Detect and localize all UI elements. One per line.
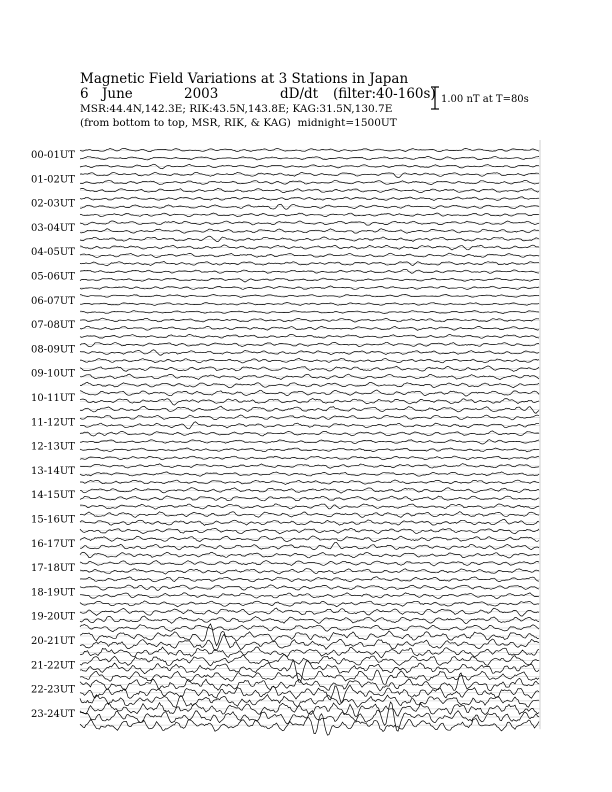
trace-rik [80,278,539,282]
trace-msr [80,406,539,413]
trace-rik [80,702,539,731]
trace-rik [80,542,539,550]
trace-rik [80,634,539,650]
hour-label: 02-03UT [31,198,75,210]
trace-msr [80,529,539,534]
hour-label: 11-12UT [31,417,75,429]
chart-title: Magnetic Field Variations at 3 Stations in Japan [80,71,409,87]
hour-label: 06-07UT [31,295,75,307]
hour-label: 12-13UT [31,441,75,453]
trace-kag [80,654,539,666]
hour-label: 18-19UT [31,587,75,599]
hour-label: 22-23UT [31,684,75,696]
trace-rik [80,399,539,406]
scale-label: 1.00 nT at T=80s [441,94,529,105]
hour-label: 08-09UT [31,344,75,356]
hour-label: 14-15UT [31,490,75,502]
date-month: June [102,86,133,102]
component-label: dD/dt [280,86,319,102]
trace-msr [80,670,539,685]
hour-label: 21-22UT [31,660,75,672]
station-coordinates: MSR:44.4N,142.3E; RIK:43.5N,143.8E; KAG:31.5N,130.7E [80,103,393,115]
trace-kag [80,673,539,691]
trace-msr [80,236,539,242]
hour-label: 00-01UT [31,150,75,161]
hour-label: 15-16UT [31,514,75,526]
trace-kag [80,464,539,469]
filter-label: (filter:40-160s) [333,86,436,102]
hour-label: 17-18UT [31,563,75,575]
trace-kag [80,269,539,273]
hour-label: 23-24UT [31,708,75,720]
date-year: 2003 [184,86,219,102]
hour-label: 01-02UT [31,174,75,186]
station-order-note: (from bottom to top, MSR, RIK, & KAG) [80,117,291,129]
date-day: 6 [80,86,89,102]
hour-label: 19-20UT [31,611,75,623]
hour-label: 13-14UT [31,465,75,477]
hour-label: 04-05UT [31,247,75,259]
midnight-note: midnight=1500UT [297,117,397,129]
hour-label: 07-08UT [31,320,75,332]
hour-label: 16-17UT [31,538,75,550]
hour-label: 10-11UT [31,393,75,404]
trace-kag [80,172,539,177]
trace-rik [80,519,539,525]
hour-label: 20-21UT [31,636,75,647]
hour-label: 09-10UT [31,368,75,380]
hour-label: 03-04UT [31,222,75,234]
hour-label: 05-06UT [31,271,75,283]
